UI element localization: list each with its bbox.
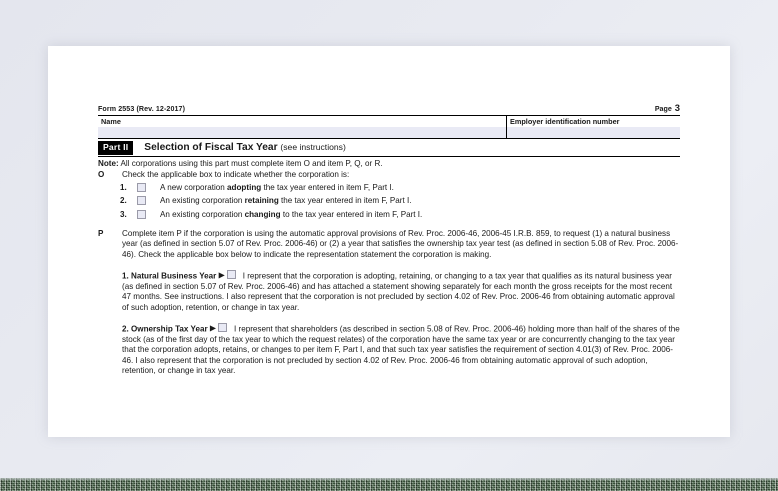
form-revision-label: Form 2553 (Rev. 12-2017) <box>98 105 186 113</box>
item-o-option-2-pre: An existing corporation <box>160 196 245 206</box>
part-badge: Part II <box>98 141 133 155</box>
checkbox-icon[interactable] <box>218 323 227 332</box>
item-o-option-2-post: the tax year entered in item F, Part I. <box>278 196 412 206</box>
name-input[interactable] <box>98 127 506 138</box>
item-o-option-1-checkbox-wrap[interactable] <box>137 183 146 195</box>
item-o-option-1-post: the tax year entered in item F, Part I. <box>261 182 394 192</box>
form-2553-part-ii <box>98 103 680 377</box>
checkbox-icon[interactable] <box>137 196 146 205</box>
item-p-representation-2 <box>98 323 680 377</box>
checkbox-icon[interactable] <box>137 183 146 192</box>
ein-input[interactable] <box>507 127 680 138</box>
document-page <box>48 46 730 437</box>
checkbox-icon[interactable] <box>137 210 146 219</box>
note-line <box>98 159 680 170</box>
item-o-option-2-bold: retaining <box>244 196 279 206</box>
item-o-options <box>98 183 680 222</box>
item-p <box>98 229 680 261</box>
part-title-subtitle: (see instructions) <box>280 141 346 152</box>
item-o-option-1-pre: A new corporation <box>160 182 228 192</box>
item-o-option-3-text <box>160 210 680 221</box>
bottom-taskbar-strip <box>0 478 778 491</box>
strip-top-highlight <box>0 478 778 480</box>
item-o-option-3-bold: changing <box>244 209 281 219</box>
page-number: 3 <box>674 102 680 113</box>
part-header-rule <box>98 156 680 157</box>
ein-label: Employer identification number <box>510 117 620 127</box>
part-ii-header <box>98 141 680 155</box>
item-o-option-2-number: 2. <box>120 196 127 206</box>
part-title-text: Selection of Fiscal Tax Year <box>144 141 278 153</box>
item-p-text: Complete item P if the corporation is using the automatic approval provisions of Rev. Proc. 2006-46, 2006-45 I.R.B. 859, to request (1) a natural business year (as defined in section 5.07 of Rev. Proc. 2006-46) or (2) a year that satisfies the ownership tax year test (as defined in section 5.08 of Rev. Proc. 2006-46). Check the applicable box below to indicate the representation statement the corporation is making. <box>122 228 679 260</box>
form-header-line <box>98 103 680 115</box>
right-triangle-icon: ▶ <box>218 270 225 280</box>
identification-table <box>98 115 680 139</box>
item-o-option-3-pre: An existing corporation <box>160 209 245 219</box>
item-o-option-1-number: 1. <box>120 182 127 192</box>
item-o-option-3[interactable] <box>98 210 680 222</box>
checkbox-icon[interactable] <box>227 270 236 279</box>
page-indicator <box>655 103 680 113</box>
ein-cell <box>507 116 680 138</box>
item-o-option-1-text <box>160 183 680 194</box>
part-title <box>144 143 346 153</box>
item-o-option-3-checkbox-wrap[interactable] <box>137 210 146 222</box>
item-o-option-1-bold: adopting <box>227 182 262 192</box>
item-o-option-2[interactable] <box>98 196 680 208</box>
item-o-letter: O <box>98 170 105 180</box>
item-p-letter: P <box>98 228 104 238</box>
item-p-rep-1-label: 1. Natural Business Year <box>122 271 217 281</box>
note-text: All corporations using this part must complete item O and item P, Q, or R. <box>118 158 383 168</box>
item-o-option-2-checkbox-wrap[interactable] <box>137 196 146 208</box>
item-o-option-3-post: to the tax year entered in item F, Part I. <box>280 209 423 219</box>
name-cell <box>98 116 507 138</box>
item-o <box>98 170 680 181</box>
name-label: Name <box>101 117 121 127</box>
spacer <box>98 222 680 228</box>
item-o-option-3-number: 3. <box>120 209 127 219</box>
item-o-option-1[interactable] <box>98 183 680 195</box>
item-p-rep-2-label: 2. Ownership Tax Year <box>122 324 208 333</box>
item-p-rep-1-text: I represent that the corporation is adopting, retaining, or changing to a tax year that qualifies as its natural business year (as defined in section 5.07 of Rev. Proc. 2006-46) and has attached a statement showing separately for each month the gross receipts for the most recent 47 months. See instructions. I also represent that the corporation is not precluded by section 4.02 of Rev. Proc. 2006-46 from obtaining automatic approval of such adoption, retention, or change in tax year. <box>122 271 675 312</box>
item-o-option-2-text <box>160 196 680 207</box>
note-label: Note: <box>98 158 119 168</box>
right-triangle-icon: ▶ <box>209 323 217 333</box>
item-o-text: Check the applicable box to indicate whether the corporation is: <box>122 170 350 180</box>
page-label: Page <box>654 105 672 113</box>
item-p-rep-2-text: I represent that shareholders (as described in section 5.08 of Rev. Proc. 2006-46) holding more than half of the shares of the stock (as of the first day of the tax year to which the request relates) of the corporation have the same tax year or are concurrently changing to the tax year that the corporation adopts, retains, or changes to per item F, Part I, and that such tax year satisfies the requirement of section 4.01(3) of Rev. Proc. 2006-46. I also represent that the corporation is not precluded by section 4.02 of Rev. Proc. 2006-46 from obtaining automatic approval of such adoption, retention, or change in tax year. <box>122 324 680 376</box>
item-p-representation-1 <box>98 270 680 314</box>
